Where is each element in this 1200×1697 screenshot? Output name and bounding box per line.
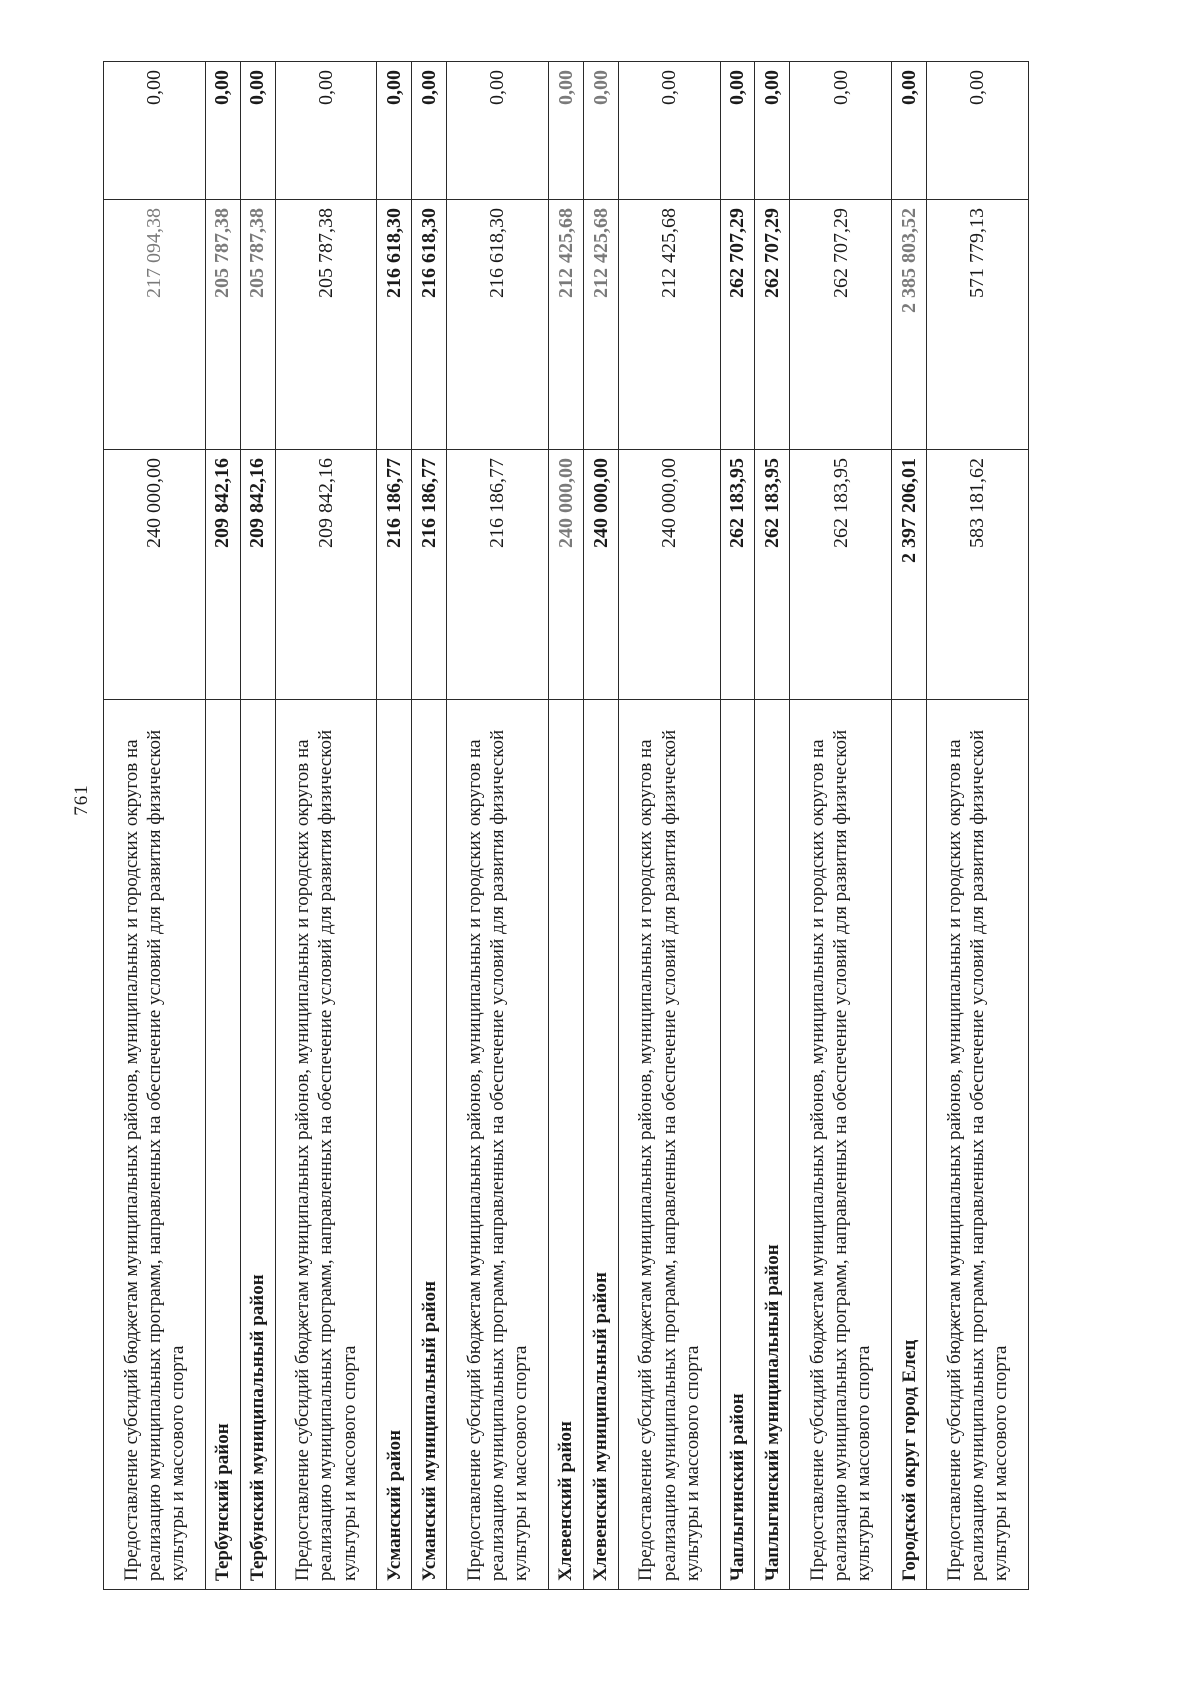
row-value-2: 262 707,29 xyxy=(755,200,790,450)
row-value-1: 216 186,77 xyxy=(377,450,412,700)
row-value-1: 262 183,95 xyxy=(720,450,755,700)
row-name: Усманский муниципальный район xyxy=(412,700,447,1590)
row-value-1: 240 000,00 xyxy=(618,450,720,700)
row-name: Тербунский район xyxy=(205,700,240,1590)
table-row xyxy=(447,62,549,1590)
row-value-2: 262 707,29 xyxy=(720,200,755,450)
row-name: Усманский район xyxy=(377,700,412,1590)
table-row xyxy=(927,62,1029,1590)
row-value-1: 262 183,95 xyxy=(790,450,892,700)
row-value-3: 0,00 xyxy=(755,62,790,200)
row-value-2: 212 425,68 xyxy=(618,200,720,450)
row-value-2: 205 787,38 xyxy=(275,200,377,450)
row-name: Тербунский муниципальный район xyxy=(240,700,275,1590)
table-row xyxy=(755,62,790,1590)
table-row xyxy=(720,62,755,1590)
row-value-2: 571 779,13 xyxy=(927,200,1029,450)
row-value-3: 0,00 xyxy=(892,62,927,200)
row-value-3: 0,00 xyxy=(618,62,720,200)
row-value-1: 240 000,00 xyxy=(104,450,206,700)
table-row xyxy=(618,62,720,1590)
table-row xyxy=(412,62,447,1590)
row-value-1: 216 186,77 xyxy=(412,450,447,700)
row-name: Чаплыгинский район xyxy=(720,700,755,1590)
row-value-2: 216 618,30 xyxy=(377,200,412,450)
row-value-2: 212 425,68 xyxy=(548,200,583,450)
row-value-1: 216 186,77 xyxy=(447,450,549,700)
row-value-1: 262 183,95 xyxy=(755,450,790,700)
row-name: Предоставление субсидий бюджетам муниципальных районов, муниципальных и городских округов на реализацию муниципальных программ, направленных на обеспечение условий для развития физической культуры и массового спорта xyxy=(447,700,549,1590)
row-value-1: 2 397 206,01 xyxy=(892,450,927,700)
row-name: Чаплыгинский муниципальный район xyxy=(755,700,790,1590)
row-value-3: 0,00 xyxy=(447,62,549,200)
page-number: 761 xyxy=(71,784,92,816)
row-name: Предоставление субсидий бюджетам муниципальных районов, муниципальных и городских округов на реализацию муниципальных программ, направленных на обеспечение условий для развития физической культуры и массового спорта xyxy=(927,700,1029,1590)
row-value-1: 209 842,16 xyxy=(240,450,275,700)
row-value-3: 0,00 xyxy=(205,62,240,200)
row-value-2: 216 618,30 xyxy=(412,200,447,450)
table-row xyxy=(892,62,927,1590)
row-value-1: 240 000,00 xyxy=(583,450,618,700)
table-row xyxy=(104,62,206,1590)
table-row xyxy=(275,62,377,1590)
row-value-2: 205 787,38 xyxy=(205,200,240,450)
table-row xyxy=(790,62,892,1590)
row-name: Предоставление субсидий бюджетам муниципальных районов, муниципальных и городских округов на реализацию муниципальных программ, направленных на обеспечение условий для развития физической культуры и массового спорта xyxy=(104,700,206,1590)
row-value-1: 240 000,00 xyxy=(548,450,583,700)
row-value-2: 262 707,29 xyxy=(790,200,892,450)
table-row xyxy=(377,62,412,1590)
row-value-2: 212 425,68 xyxy=(583,200,618,450)
table-row xyxy=(240,62,275,1590)
row-name: Предоставление субсидий бюджетам муниципальных районов, муниципальных и городских округов на реализацию муниципальных программ, направленных на обеспечение условий для развития физической культуры и массового спорта xyxy=(790,700,892,1590)
rotated-table-wrapper xyxy=(103,62,1029,1590)
row-name: Хлевенский муниципальный район xyxy=(583,700,618,1590)
row-value-2: 2 385 803,52 xyxy=(892,200,927,450)
table-row xyxy=(548,62,583,1590)
row-value-3: 0,00 xyxy=(412,62,447,200)
row-name: Предоставление субсидий бюджетам муниципальных районов, муниципальных и городских округов на реализацию муниципальных программ, направленных на обеспечение условий для развития физической культуры и массового спорта xyxy=(275,700,377,1590)
row-value-3: 0,00 xyxy=(548,62,583,200)
row-value-1: 209 842,16 xyxy=(275,450,377,700)
row-value-3: 0,00 xyxy=(583,62,618,200)
row-value-3: 0,00 xyxy=(240,62,275,200)
table-row xyxy=(583,62,618,1590)
row-name: Хлевенский район xyxy=(548,700,583,1590)
row-value-1: 583 181,62 xyxy=(927,450,1029,700)
row-value-3: 0,00 xyxy=(790,62,892,200)
row-value-3: 0,00 xyxy=(720,62,755,200)
row-value-3: 0,00 xyxy=(377,62,412,200)
row-value-2: 205 787,38 xyxy=(240,200,275,450)
row-name: Предоставление субсидий бюджетам муниципальных районов, муниципальных и городских округов на реализацию муниципальных программ, направленных на обеспечение условий для развития физической культуры и массового спорта xyxy=(618,700,720,1590)
row-value-3: 0,00 xyxy=(927,62,1029,200)
row-name: Городской округ город Елец xyxy=(892,700,927,1590)
budget-table xyxy=(103,61,1029,1590)
row-value-3: 0,00 xyxy=(275,62,377,200)
row-value-2: 217 094,38 xyxy=(104,200,206,450)
row-value-1: 209 842,16 xyxy=(205,450,240,700)
row-value-2: 216 618,30 xyxy=(447,200,549,450)
table-row xyxy=(205,62,240,1590)
row-value-3: 0,00 xyxy=(104,62,206,200)
